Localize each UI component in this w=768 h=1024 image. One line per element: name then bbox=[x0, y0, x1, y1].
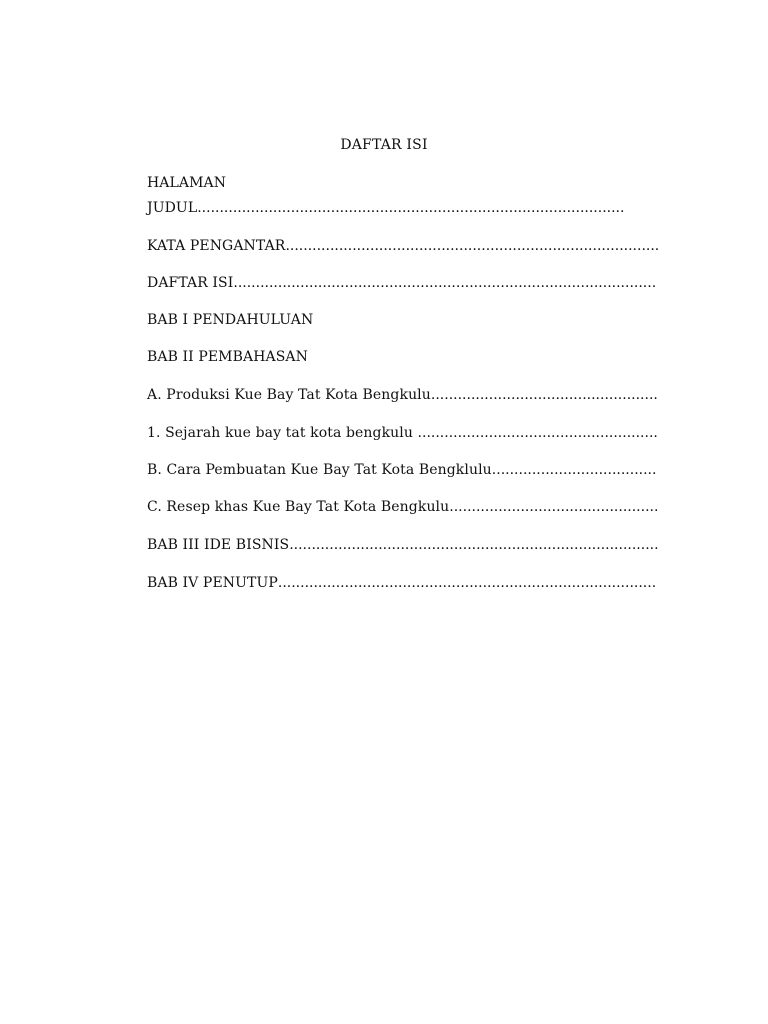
toc-entry-label: DAFTAR ISI bbox=[147, 275, 234, 291]
toc-entry-kata-pengantar bbox=[147, 237, 659, 255]
toc-entry-label: HALAMAN bbox=[147, 175, 227, 191]
toc-entry-leader: ............................................................................................... bbox=[233, 275, 657, 291]
toc-entry-leader: ................................................................................................ bbox=[197, 200, 625, 216]
toc-entry-label: 1. Sejarah kue bay tat kota bengkulu bbox=[147, 425, 418, 441]
toc-entry-section-b bbox=[147, 461, 656, 479]
page-title: DAFTAR ISI bbox=[340, 137, 428, 153]
toc-entry-leader: ................................................................................... bbox=[289, 537, 659, 553]
toc-entry-label: JUDUL bbox=[147, 200, 198, 216]
toc-entry-leader: .................................................................................... bbox=[285, 238, 660, 254]
toc-entry-label: BAB I PENDAHULUAN bbox=[147, 312, 314, 328]
toc-entry-halaman bbox=[147, 174, 226, 192]
toc-entry-daftar-isi bbox=[147, 274, 656, 292]
toc-entry-leader: ..................................................................................... bbox=[277, 575, 657, 591]
toc-entry-section-1 bbox=[147, 424, 658, 442]
toc-entry-leader: ..................................... bbox=[491, 462, 657, 478]
toc-entry-bab-2 bbox=[147, 348, 308, 366]
toc-entry-leader: ................................................... bbox=[430, 387, 658, 403]
toc-entry-bab-3 bbox=[147, 536, 659, 554]
toc-entry-judul bbox=[147, 199, 624, 217]
toc-entry-leader: ............................................... bbox=[449, 499, 659, 515]
toc-entry-bab-4 bbox=[147, 574, 656, 592]
toc-entry-section-a bbox=[147, 386, 658, 404]
toc-entry-label: BAB II PEMBAHASAN bbox=[147, 349, 308, 365]
toc-entry-bab-1 bbox=[147, 311, 313, 329]
toc-entry-label: C. Resep khas Kue Bay Tat Kota Bengkulu bbox=[147, 499, 450, 515]
toc-entry-leader: ...................................................... bbox=[417, 425, 658, 441]
toc-entry-label: KATA PENGANTAR bbox=[147, 238, 286, 254]
toc-entry-label: BAB IV PENUTUP bbox=[147, 575, 278, 591]
toc-entry-section-c bbox=[147, 498, 658, 516]
toc-entry-label: BAB III IDE BISNIS bbox=[147, 537, 290, 553]
toc-entry-label: B. Cara Pembuatan Kue Bay Tat Kota Bengklulu bbox=[147, 462, 492, 478]
toc-entry-label: A. Produksi Kue Bay Tat Kota Bengkulu bbox=[147, 387, 431, 403]
